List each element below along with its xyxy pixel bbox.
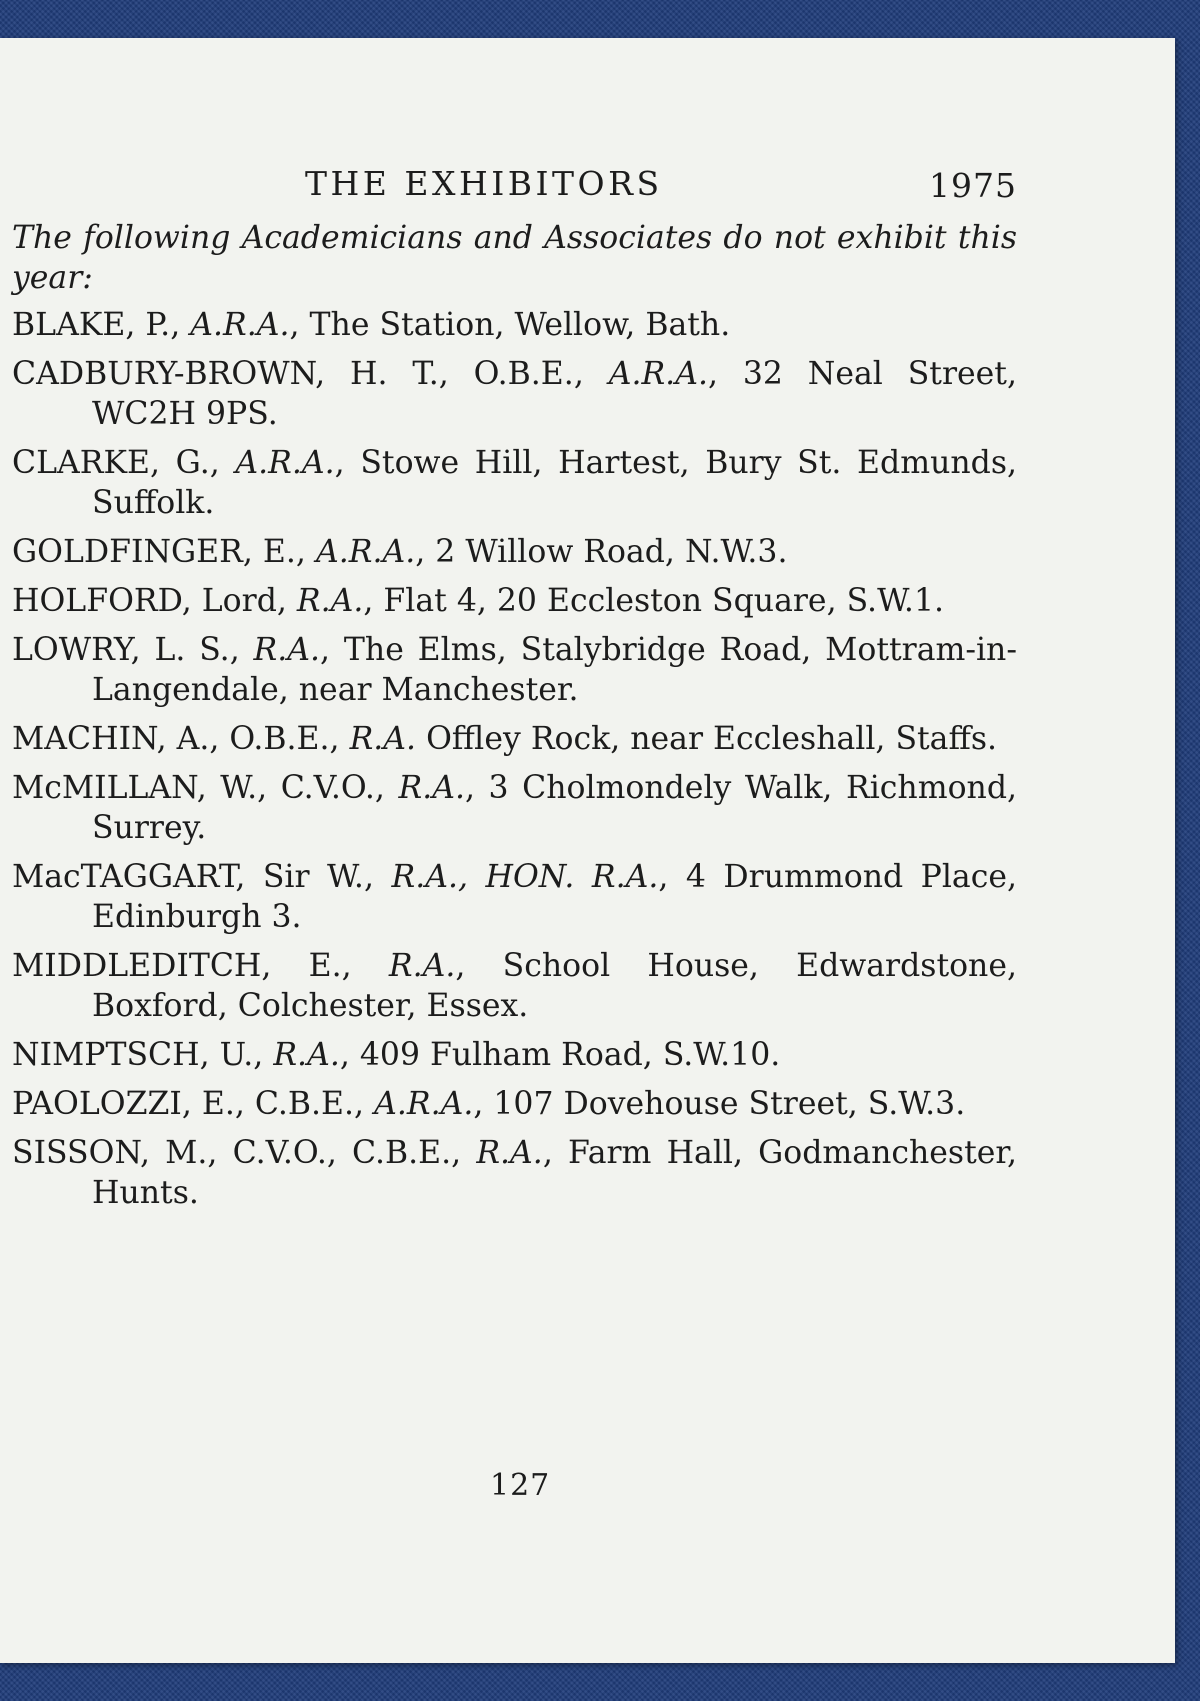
entry-honour: R.A., HON. R.A. — [391, 859, 659, 895]
entry-address: , The Elms, Stalybridge Road, Mottram-in-Langendale, near Manchester. — [92, 632, 1017, 708]
page-number: 127 — [490, 1468, 551, 1503]
entry-name: PAOLOZZI, E., C.B.E., — [12, 1086, 365, 1122]
entry-address: , The Station, Wellow, Bath. — [289, 307, 731, 343]
list-item — [12, 354, 1017, 434]
list-item — [12, 719, 1017, 759]
entry-title: R.A. — [476, 1135, 543, 1171]
entry-address: , 107 Dovehouse Street, S.W.3. — [473, 1086, 966, 1122]
entry-name: CADBURY-BROWN, H. T., O.B.E., — [12, 356, 584, 392]
entry-address: , 4 Drummond Place, Edinburgh 3. — [92, 859, 1018, 935]
entry-title: R.A. — [273, 1037, 340, 1073]
entry-name: MACHIN, A., O.B.E., — [12, 721, 340, 757]
entry-name: SISSON, M., C.V.O., C.B.E., — [12, 1135, 462, 1171]
entry-name: McMILLAN, W., C.V.O., — [12, 770, 385, 806]
list-item — [12, 1084, 1017, 1124]
list-item — [12, 946, 1017, 1026]
entry-title: R.A. — [388, 948, 456, 984]
intro-text: The following Academicians and Associates do not exhibit this year: — [12, 220, 1017, 296]
entry-name: NIMPTSCH, U., — [12, 1037, 264, 1073]
entry-title: R.A. — [398, 770, 465, 806]
entry-name: CLARKE, G., — [12, 445, 220, 481]
entry-name: MacTAGGART, Sir W., — [12, 859, 374, 895]
entry-title: R.A. — [296, 583, 364, 619]
list-item — [12, 768, 1017, 848]
entry-address: , 2 Willow Road, N.W.3. — [415, 534, 788, 570]
list-item — [12, 1133, 1017, 1213]
entry-address: , 3 Cholmondely Walk, Richmond, Surrey. — [92, 770, 1017, 846]
header-year: 1975 — [929, 166, 1017, 205]
entry-title: A.R.A. — [608, 356, 708, 392]
book-page — [0, 38, 1175, 1663]
entry-address: , 32 Neal Street, WC2H 9PS. — [92, 356, 1017, 432]
section-title: THE EXHIBITORS — [305, 164, 663, 203]
entry-address: , 409 Fulham Road, S.W.10. — [339, 1037, 781, 1073]
entry-title: R.A. — [349, 721, 417, 757]
entry-title: A.R.A. — [374, 1086, 474, 1122]
entry-name: BLAKE, P., — [12, 307, 181, 343]
list-item — [12, 857, 1017, 937]
entry-name: LOWRY, L. S., — [12, 632, 240, 668]
entry-title: A.R.A. — [235, 445, 335, 481]
entry-address: , School House, Edwardstone, Boxford, Colchester, Essex. — [92, 948, 1018, 1024]
entry-name: GOLDFINGER, E., — [12, 534, 306, 570]
entry-title: R.A. — [253, 632, 321, 668]
entry-address: Offley Rock, near Eccleshall, Staffs. — [416, 721, 998, 757]
entry-title: A.R.A. — [190, 307, 290, 343]
entry-address: , Farm Hall, Godmanchester, Hunts. — [92, 1135, 1018, 1211]
entry-name: MIDDLEDITCH, E., — [12, 948, 352, 984]
list-item — [12, 581, 1017, 621]
entry-address: , Flat 4, 20 Eccleston Square, S.W.1. — [363, 583, 945, 619]
list-item — [12, 532, 1017, 572]
list-item — [12, 1035, 1017, 1075]
list-item — [12, 305, 1017, 345]
list-item — [12, 443, 1017, 523]
exhibitor-list — [12, 218, 1017, 1222]
running-header — [0, 146, 1020, 206]
entry-title: A.R.A. — [315, 534, 416, 570]
entry-name: HOLFORD, Lord, — [12, 583, 287, 619]
list-item — [12, 630, 1017, 710]
entry-address: , Stowe Hill, Hartest, Bury St. Edmunds, Suffolk. — [92, 445, 1018, 521]
